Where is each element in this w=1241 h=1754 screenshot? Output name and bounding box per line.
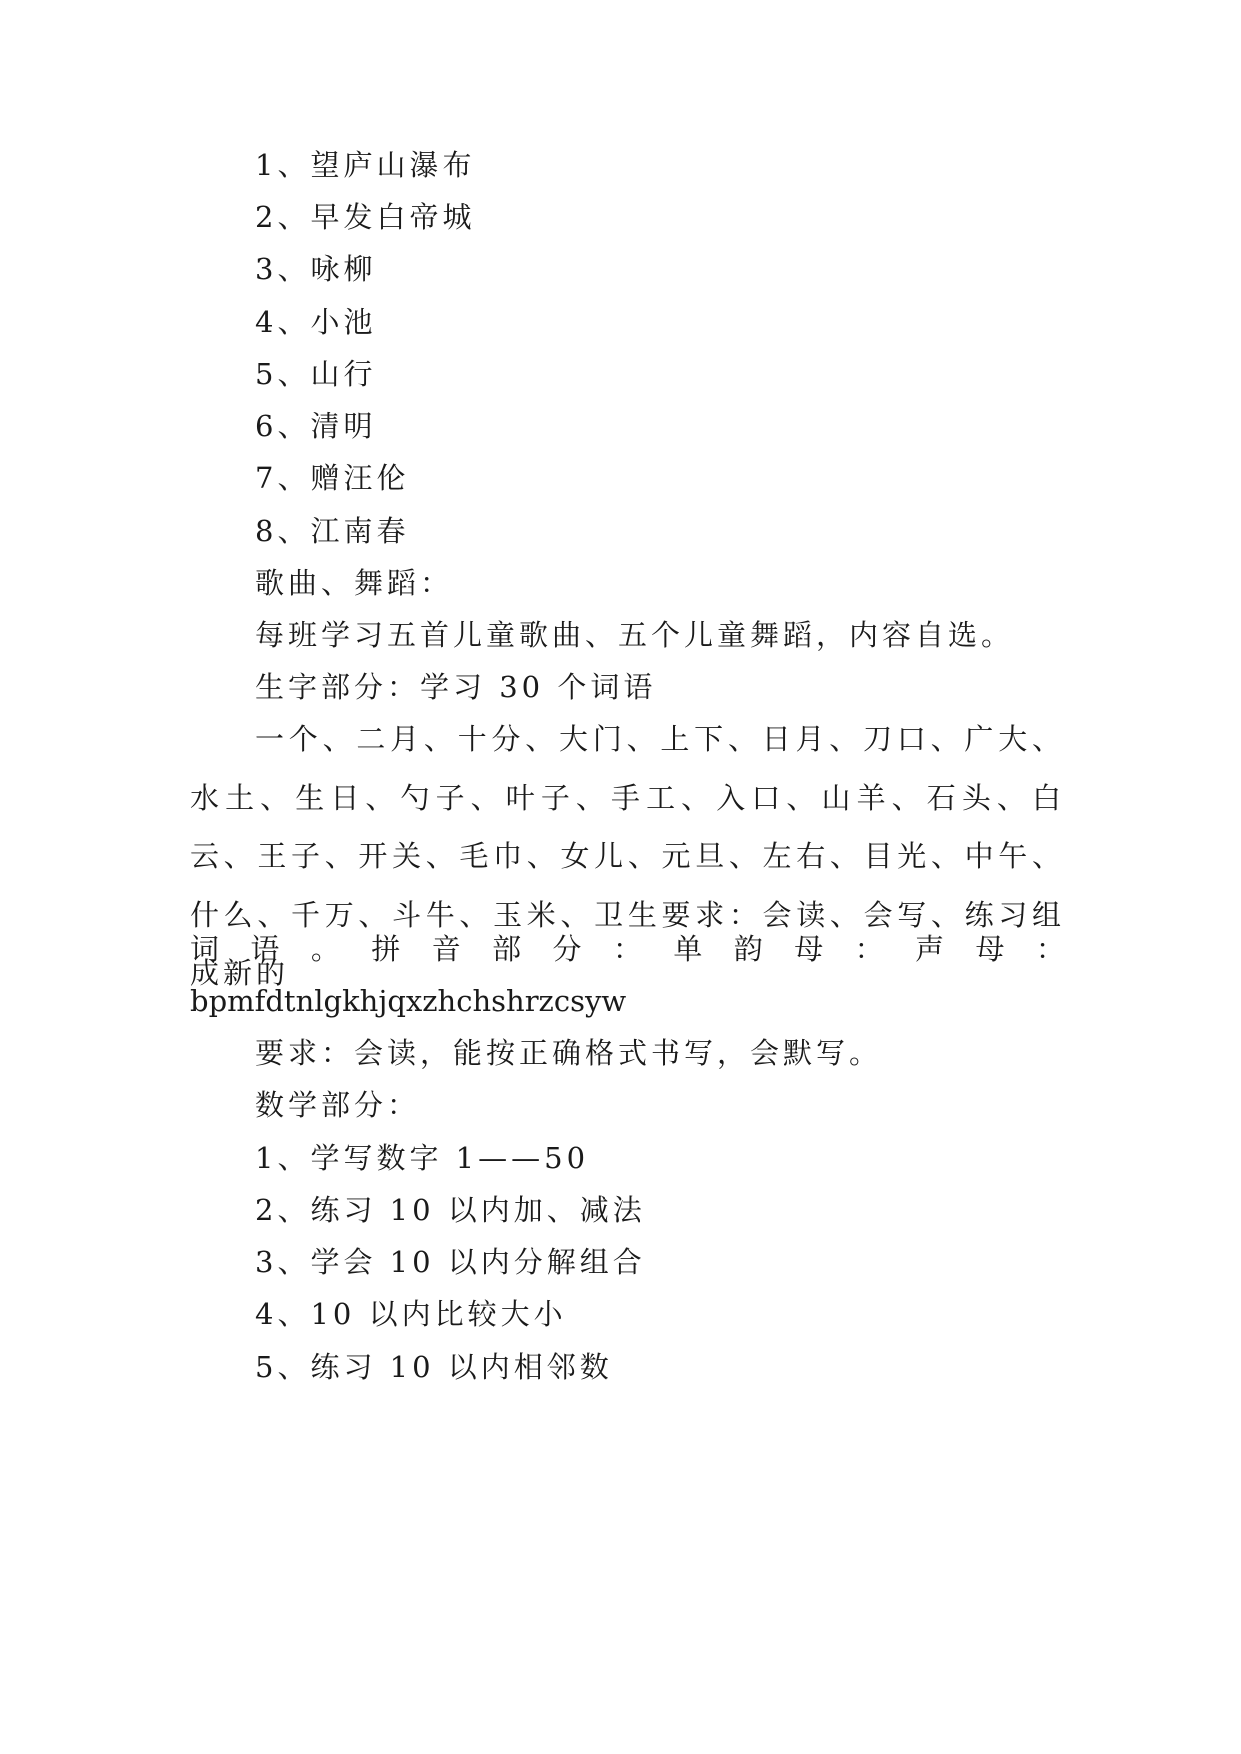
- math-item: 4、10 以内比较大小: [255, 1297, 567, 1331]
- poem-item: 3、咏柳: [255, 252, 377, 286]
- poem-item: 1、望庐山瀑布: [255, 148, 476, 182]
- pinyin-heading-char: 词: [190, 932, 220, 966]
- pinyin-heading-char: ：: [612, 932, 642, 966]
- pinyin-heading-char: 部: [492, 932, 522, 966]
- poem-item: 7、赠汪伦: [255, 461, 410, 495]
- songs-heading: 歌曲、舞蹈：: [255, 566, 454, 600]
- pinyin-heading-char: 母: [794, 932, 824, 966]
- pinyin-heading-char: 。: [310, 932, 340, 966]
- pinyin-heading-char: 拼: [371, 932, 401, 966]
- pinyin-heading-char: 音: [431, 932, 461, 966]
- pinyin-heading-char: 语: [250, 932, 280, 966]
- poem-item: 6、清明: [255, 409, 377, 443]
- poem-item: 4、小池: [255, 305, 377, 339]
- math-item: 3、学会 10 以内分解组合: [255, 1245, 646, 1279]
- poem-item: 2、早发白帝城: [255, 200, 476, 234]
- pinyin-heading-char: 分: [552, 932, 582, 966]
- pinyin-heading-line: [190, 929, 1065, 969]
- characters-heading: 生字部分：学习 30 个词语: [255, 670, 657, 704]
- words-paragraph: 一个、二月、十分、大门、上下、日月、刀口、广大、水土、生日、勺子、叶子、手工、入口、山羊、石头、白云、王子、开关、毛巾、女儿、元旦、左右、目光、中午、什么、千万、斗牛、玉米、卫生要求：会读、会写、练习组成新的: [190, 722, 1065, 990]
- poem-item: 8、江南春: [255, 514, 410, 548]
- math-heading: 数学部分：: [255, 1088, 421, 1122]
- songs-text: 每班学习五首儿童歌曲、五个儿童舞蹈，内容自选。: [255, 618, 1015, 652]
- pinyin-heading-char: 母: [975, 932, 1005, 966]
- math-item: 1、学写数字 1——50: [255, 1141, 590, 1175]
- pinyin-heading-char: 声: [915, 932, 945, 966]
- math-item: 5、练习 10 以内相邻数: [255, 1350, 613, 1384]
- pinyin-heading-char: 韵: [733, 932, 763, 966]
- pinyin-requirement: 要求：会读，能按正确格式书写，会默写。: [255, 1036, 883, 1070]
- poem-item: 5、山行: [255, 357, 377, 391]
- math-item: 2、练习 10 以内加、减法: [255, 1193, 646, 1227]
- pinyin-heading-char: 单: [673, 932, 703, 966]
- pinyin-heading-char: ：: [1035, 932, 1065, 966]
- pinyin-letters: bpmfdtnlgkhjqxzhchshrzcsyw: [190, 984, 627, 1018]
- pinyin-heading-char: ：: [854, 932, 884, 966]
